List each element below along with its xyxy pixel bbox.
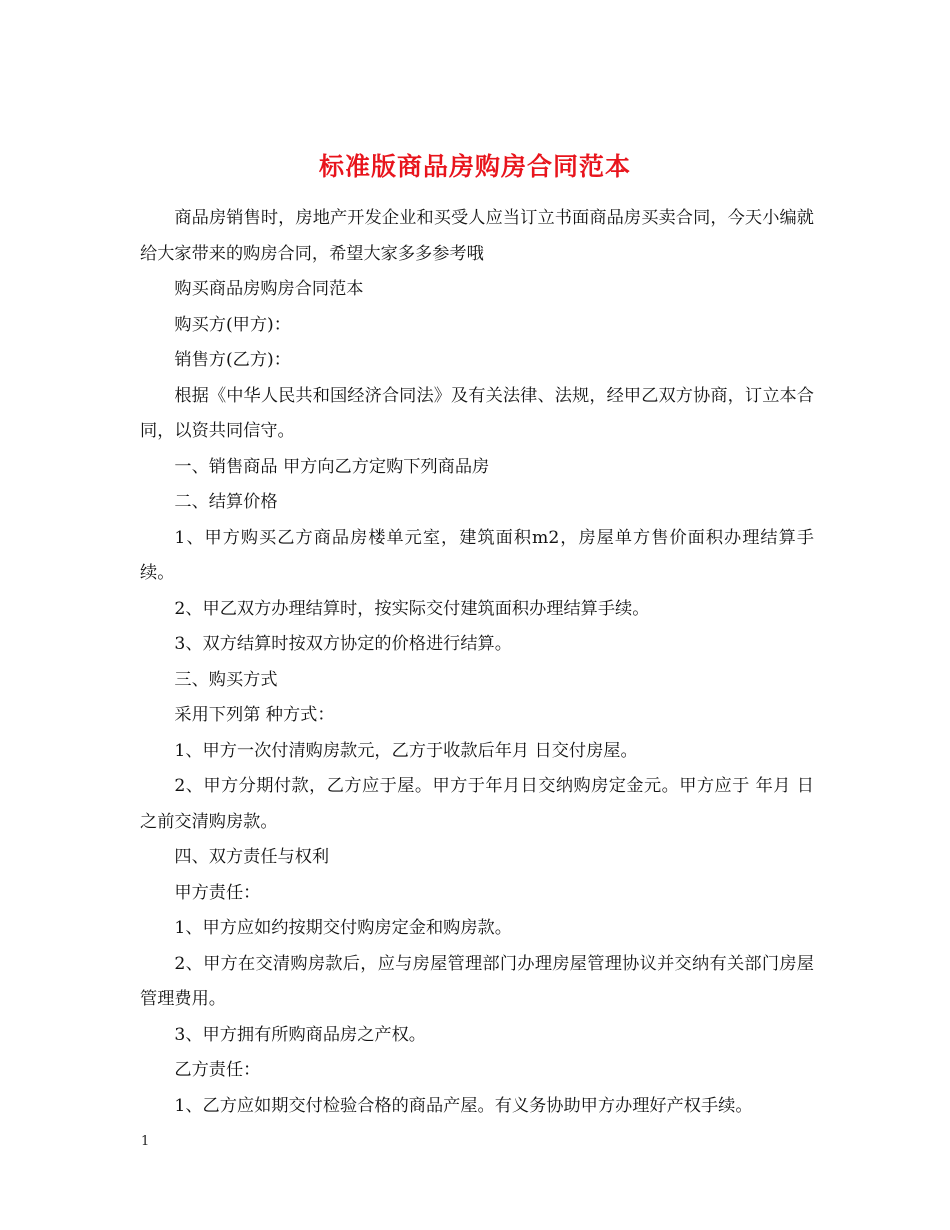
price-clause-2: 2、甲乙双方办理结算时，按实际交付建筑面积办理结算手续。 xyxy=(174,598,650,619)
payment-clause-1: 1、甲方一次付清购房款元，乙方于收款后年月 日交付房屋。 xyxy=(174,740,638,761)
section-heading-price: 二、结算价格 xyxy=(174,492,278,512)
contract-name: 购买商品房购房合同范本 xyxy=(174,279,364,299)
payment-clause-2: 2、甲方分期付款，乙方应于屋。甲方于年月日交纳购房定金元。甲方应于 年月 日之前交清购房款。 xyxy=(140,776,814,832)
page-number: 1 xyxy=(141,1134,150,1149)
buyer-responsibility-2: 2、甲方在交清购房款后，应与房屋管理部门办理房屋管理协议并交纳有关部门房屋管理费用。 xyxy=(140,953,814,1009)
intro-paragraph: 商品房销售时，房地产开发企业和买受人应当订立书面商品房买卖合同，今天小编就给大家带来的购房合同，希望大家多多参考哦 xyxy=(140,208,814,264)
buyer-line: 购买方(甲方)： xyxy=(174,314,291,335)
buyer-responsibility-heading: 甲方责任： xyxy=(174,882,261,903)
section-heading-payment: 三、购买方式 xyxy=(174,669,278,690)
document-body xyxy=(140,201,814,1124)
price-clause-1: 1、甲方购买乙方商品房楼单元室，建筑面积m2，房屋单方售价面积办理结算手续。 xyxy=(140,527,814,583)
seller-responsibility-heading: 乙方责任： xyxy=(174,1060,261,1080)
price-clause-3: 3、双方结算时按双方协定的价格进行结算。 xyxy=(174,634,512,654)
document-title: 标准版商品房购房合同范本 xyxy=(318,151,631,181)
payment-option-line: 采用下列第 种方式： xyxy=(174,705,335,725)
seller-line: 销售方(乙方)： xyxy=(174,350,291,370)
seller-responsibility-1: 1、乙方应如期交付检验合格的商品产屋。有义务协助甲方办理好产权手续。 xyxy=(174,1095,753,1116)
basis-paragraph: 根据《中华人民共和国经济合同法》及有关法律、法规，经甲乙双方协商，订立本合同，以资共同信守。 xyxy=(140,385,814,441)
section-heading-sale: 一、销售商品 甲方向乙方定购下列商品房 xyxy=(174,456,490,477)
section-heading-responsibility: 四、双方责任与权利 xyxy=(174,847,330,867)
buyer-responsibility-1: 1、甲方应如约按期交付购房定金和购房款。 xyxy=(174,918,512,938)
buyer-responsibility-3: 3、甲方拥有所购商品房之产权。 xyxy=(174,1024,426,1045)
